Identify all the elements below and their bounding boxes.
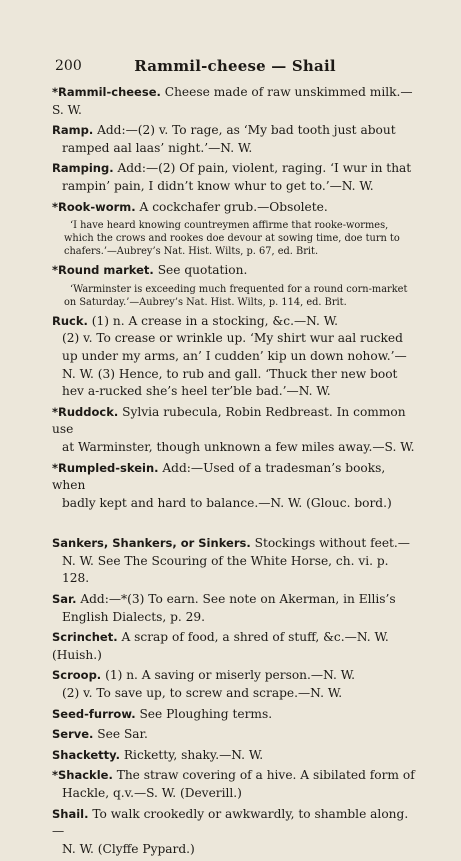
- dictionary-entry: [52, 199, 418, 217]
- definition-line: Stockings without feet.—: [254, 536, 410, 551]
- definition-line: To walk crookedly or awkwardly, to shamble along.—: [52, 806, 409, 839]
- dictionary-entry: [52, 535, 418, 588]
- headword: *Rumpled-skein.: [52, 460, 159, 475]
- entries: [52, 84, 418, 861]
- headword: Seed-furrow.: [52, 706, 136, 721]
- headword: Serve.: [52, 727, 94, 742]
- definition-line: ramped aal laas’ night.’—N. W.: [62, 140, 253, 155]
- dictionary-entry: [52, 404, 418, 457]
- definition-line: (2) v. To crease or wrinkle up. ‘My shirt wur aal rucked: [62, 331, 403, 346]
- dictionary-entry: [52, 160, 418, 195]
- definition-line: See quotation.: [157, 263, 248, 278]
- headword: *Round market.: [52, 263, 154, 278]
- definition-line: N. W. See The Scouring of the White Horse, ch. vi. p. 128.: [62, 553, 389, 586]
- definition-line: The straw covering of a hive. A sibilated form of: [116, 768, 415, 783]
- dictionary-entry: [52, 667, 418, 702]
- definition-line: N. W. (Clyffe Pypard.): [62, 841, 195, 856]
- definition-line: Ricketty, shaky.—N. W.: [123, 747, 264, 762]
- page-header: [55, 58, 415, 78]
- dictionary-entry: [52, 122, 418, 157]
- dictionary-entry: [52, 706, 418, 724]
- definition-line: hev a-rucked she’s heel ter’ble bad.’—N. W.: [62, 384, 331, 399]
- headword: *Rammil-cheese.: [52, 85, 161, 99]
- quotation: ‘Warminster is exceeding much frequented for a round corn-market on Saturday.’—Aubrey’s Nat. Hist. Wilts, p. 114, ed. Brit.: [64, 283, 408, 308]
- definition-line: A scrap of food, a shred of stuff, &c.—N. W. (Huish.): [52, 630, 389, 662]
- dictionary-entry: [52, 84, 418, 119]
- dictionary-entry: [52, 806, 418, 859]
- headword: Shacketty.: [52, 747, 120, 762]
- dictionary-entry: [52, 313, 418, 401]
- dictionary-entry: [52, 629, 418, 664]
- dictionary-entry: [52, 747, 418, 765]
- definition-line: Sylvia rubecula, Robin Redbreast. In common use: [52, 404, 406, 437]
- headword: Shail.: [52, 806, 89, 821]
- page-number: 200: [55, 58, 82, 74]
- definition-line: (1) n. A saving or miserly person.—N. W.: [105, 668, 355, 683]
- headword: Scroop.: [52, 668, 102, 683]
- running-title: Rammil-cheese — Shail: [134, 57, 336, 75]
- definition-line: See Sar.: [97, 727, 148, 742]
- dictionary-entry: [52, 726, 418, 744]
- definition-line: Add:—(2) Of pain, violent, raging. ‘I wur in that: [117, 161, 412, 176]
- definition-line: rampin’ pain, I didn’t know whur to get to.’—N. W.: [62, 178, 374, 193]
- dictionary-entry: [52, 262, 418, 280]
- definition-line: Add:—Used of a tradesman’s books, when: [52, 460, 386, 493]
- definition-line: Add:—(2) v. To rage, as ‘My bad tooth just about: [97, 123, 396, 138]
- headword: Ramping.: [52, 161, 114, 176]
- quotation: ‘I have heard knowing countreymen affirme that rooke-wormes, which the crows and rookes doe devour at sowing time, doe turn to chafers.’—Aubrey’s Nat. Hist. Wilts, p. 67, ed. Brit.: [64, 220, 400, 258]
- headword: Ruck.: [52, 313, 88, 328]
- definition-line: A cockchafer grub.—Obsolete.: [139, 199, 328, 214]
- definition-line: See Ploughing terms.: [139, 706, 273, 721]
- headword: Sar.: [52, 592, 77, 607]
- definition-line: (1) n. A crease in a stocking, &c.—N. W.: [91, 313, 339, 328]
- definition-line: badly kept and hard to balance.—N. W. (Glouc. bord.): [62, 495, 392, 510]
- headword: Ramp.: [52, 123, 94, 138]
- headword: Scrinchet.: [52, 630, 118, 645]
- headword: *Rook-worm.: [52, 199, 136, 214]
- dictionary-entry: [52, 591, 418, 626]
- definition-line: Add:—*(3) To earn. See note on Akerman, in Ellis’s: [80, 592, 396, 607]
- definition-line: N. W. (3) Hence, to rub and gall. ‘Thuck ther new boot: [62, 366, 398, 381]
- dictionary-entry: [52, 460, 418, 513]
- definition-line: up under my arms, an’ I cudden’ kip un down nohow.’—: [62, 348, 407, 363]
- definition-line: Hackle, q.v.—S. W. (Deverill.): [62, 786, 242, 800]
- headword: Sankers, Shankers, or Sinkers.: [52, 536, 251, 551]
- definition-line: at Warminster, though unknown a few miles away.—S. W.: [62, 439, 415, 454]
- headword: *Shackle.: [52, 768, 113, 783]
- definition-line: Cheese made of raw unskimmed milk.—S. W.: [52, 85, 413, 117]
- definition-line: (2) v. To save up, to screw and scrape.—N. W.: [62, 686, 343, 701]
- section-gap: [52, 515, 418, 535]
- definition-line: English Dialects, p. 29.: [62, 609, 206, 624]
- headword: *Ruddock.: [52, 404, 119, 419]
